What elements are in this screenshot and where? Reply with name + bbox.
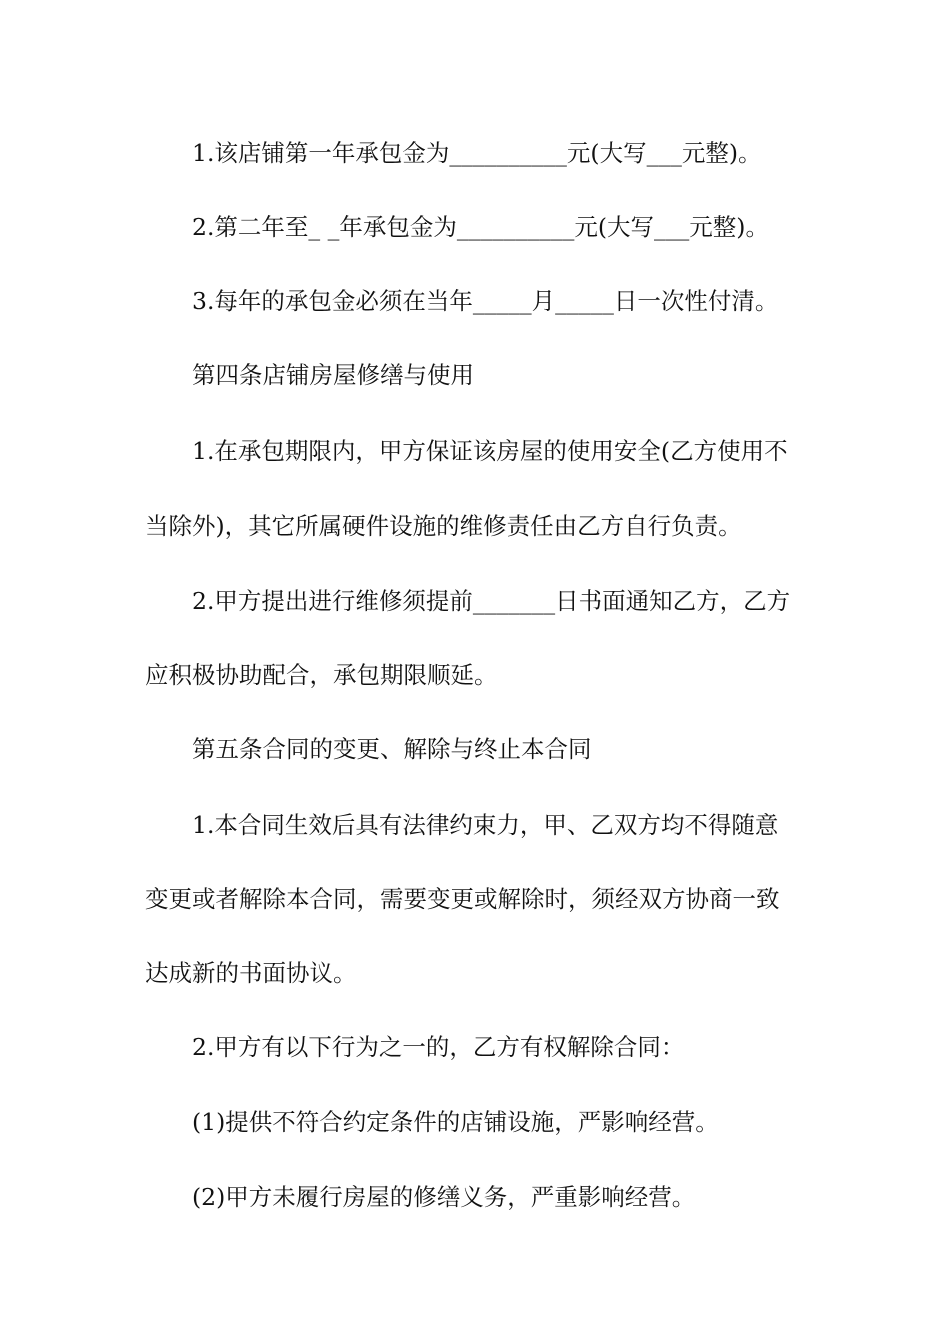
- paragraph-line: 变更或者解除本合同，需要变更或解除时，须经双方协商一致: [145, 885, 780, 913]
- paragraph-line: 应积极协助配合，承包期限顺延。: [145, 661, 498, 689]
- paragraph-line: 2.第二年至_ _年承包金为__________元(大写___元整)。: [192, 213, 769, 241]
- paragraph-line: 1.在承包期限内，甲方保证该房屋的使用安全(乙方使用不: [192, 437, 788, 465]
- section-heading: 第四条店铺房屋修缮与使用: [192, 361, 474, 389]
- section-heading: 第五条合同的变更、解除与终止本合同: [192, 735, 592, 763]
- list-item: (1)提供不符合约定条件的店铺设施，严影响经营。: [192, 1108, 719, 1136]
- paragraph-line: 3.每年的承包金必须在当年_____月_____日一次性付清。: [192, 287, 779, 315]
- paragraph-line: 1.该店铺第一年承包金为__________元(大写___元整)。: [192, 139, 762, 167]
- list-item: (2)甲方未履行房屋的修缮义务，严重影响经营。: [192, 1183, 696, 1211]
- paragraph-line: 2.甲方有以下行为之一的，乙方有权解除合同：: [192, 1033, 685, 1061]
- paragraph-line: 1.本合同生效后具有法律约束力，甲、乙双方均不得随意: [192, 811, 779, 839]
- paragraph-line: 当除外)，其它所属硬件设施的维修责任由乙方自行负责。: [145, 512, 742, 540]
- paragraph-line: 2.甲方提出进行维修须提前_______日书面通知乙方，乙方: [192, 587, 791, 615]
- paragraph-line: 达成新的书面协议。: [145, 959, 357, 987]
